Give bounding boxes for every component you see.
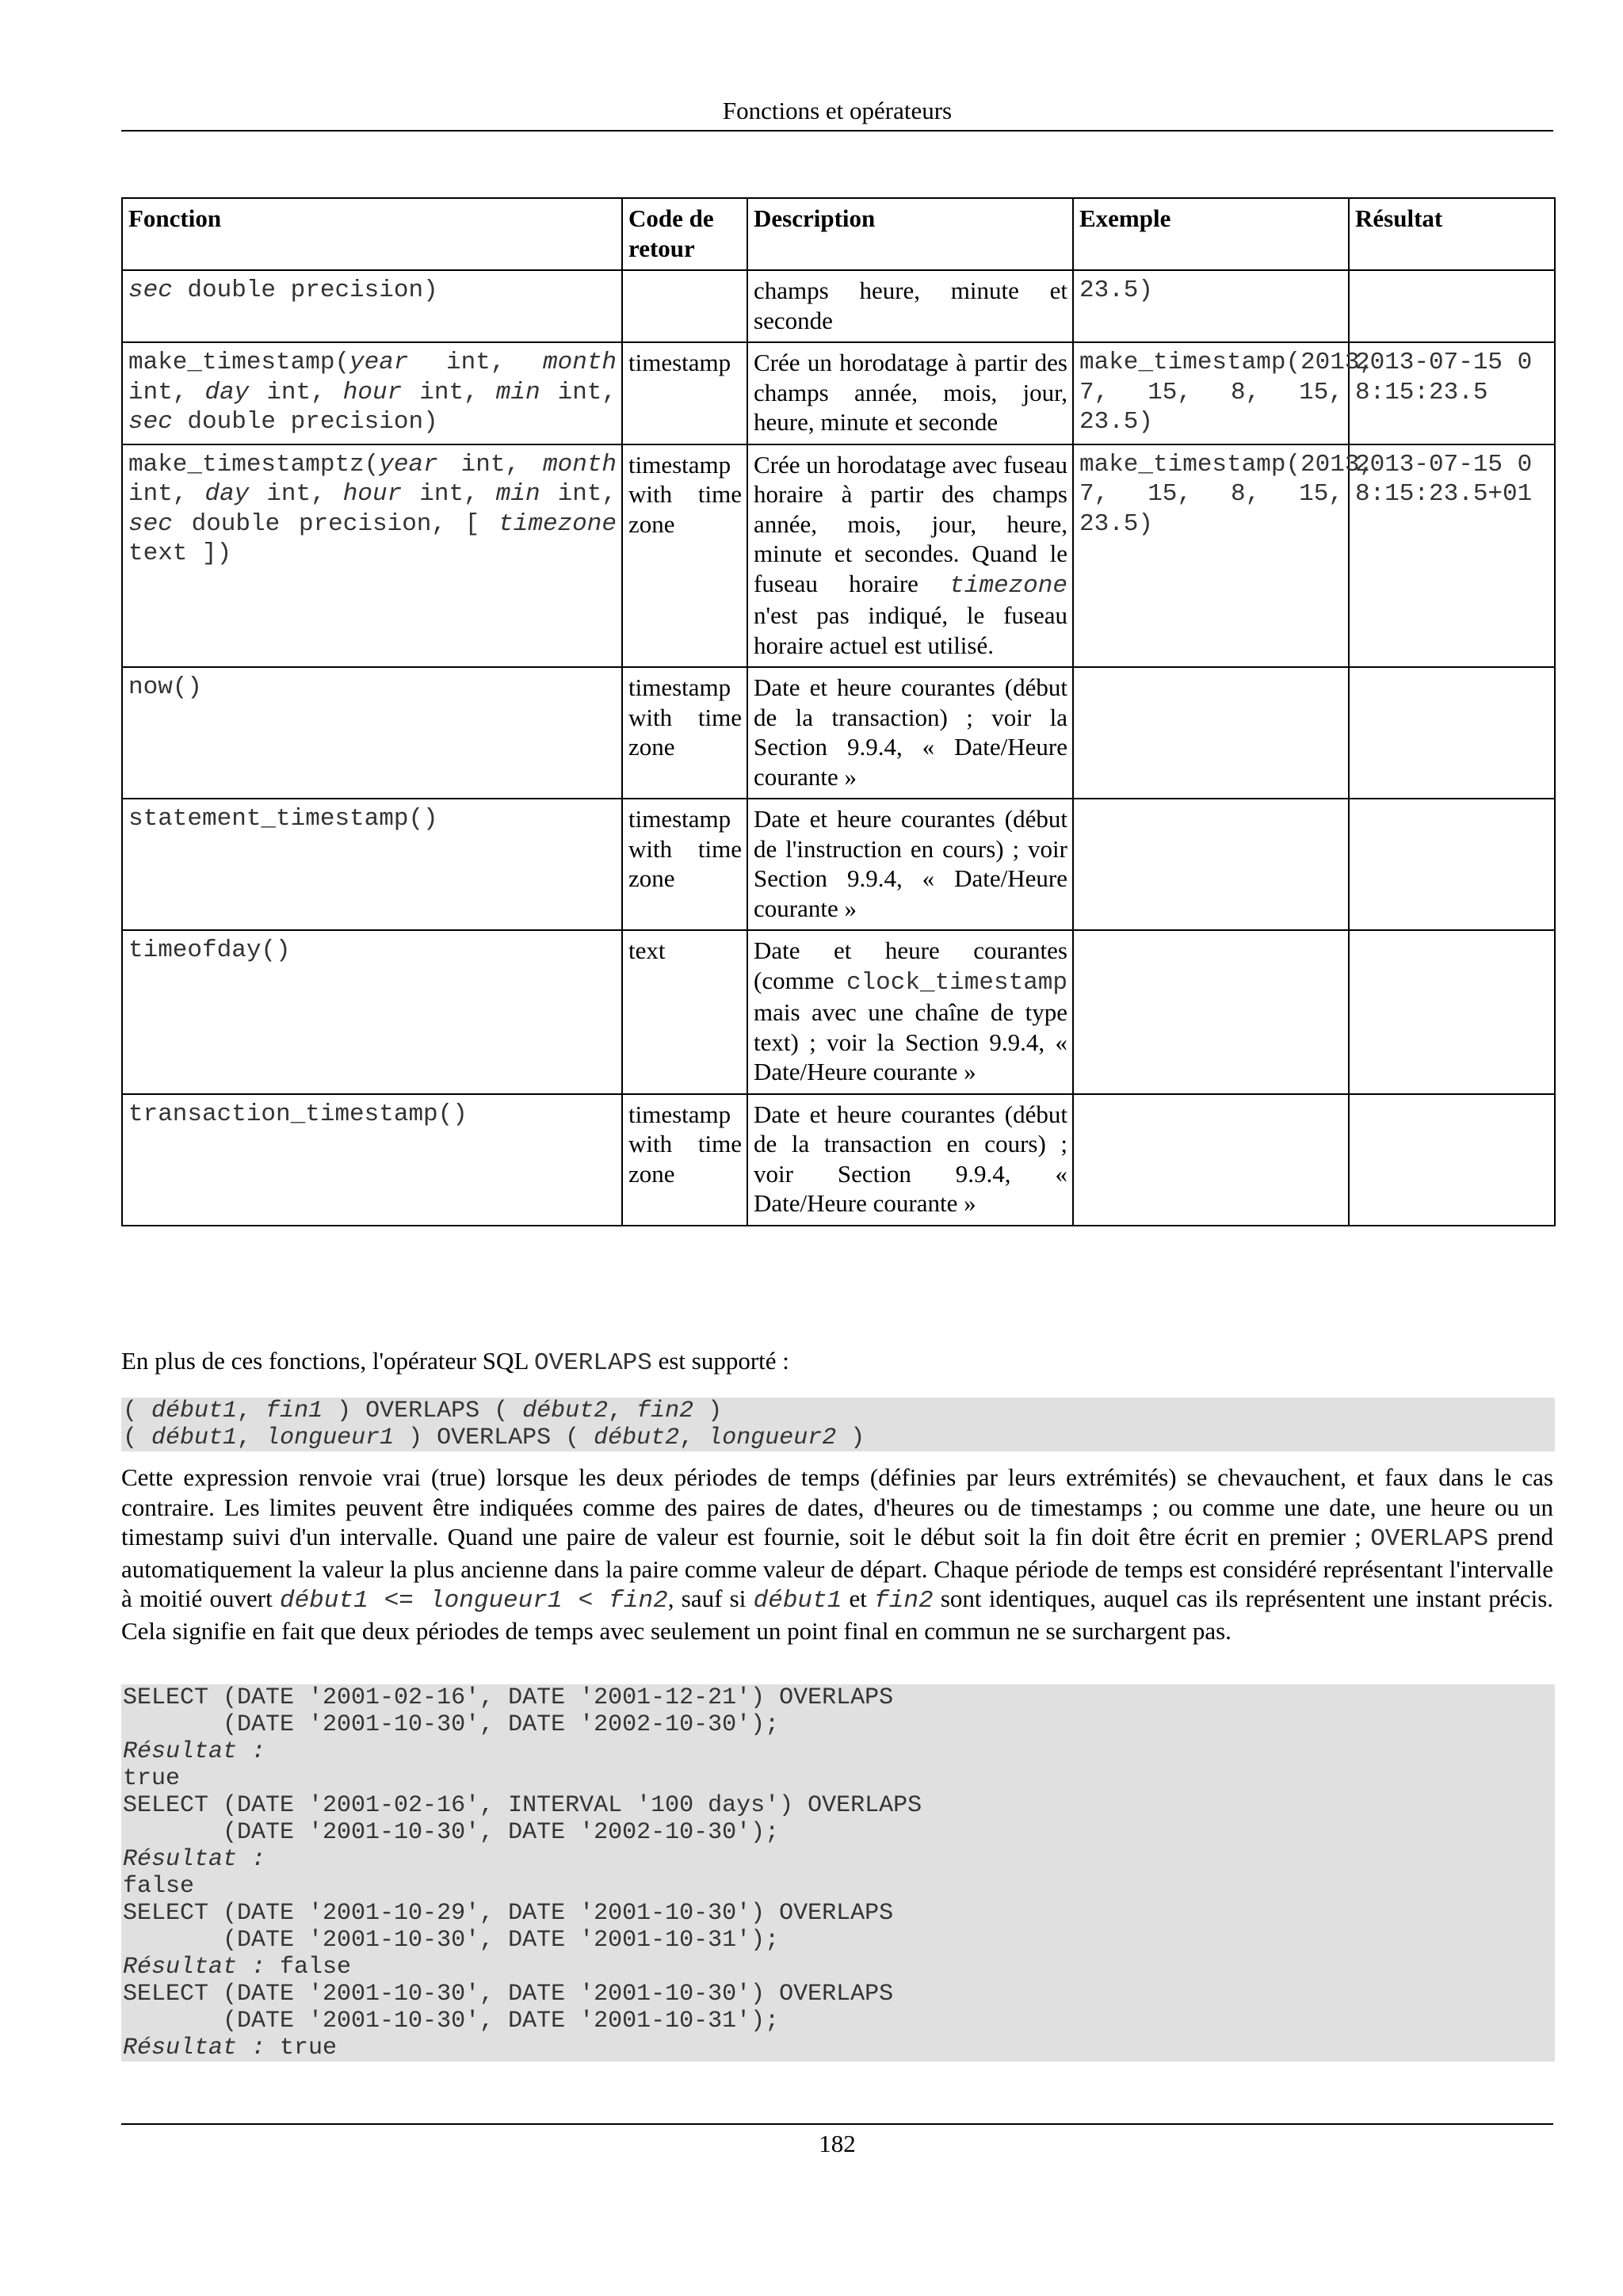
code-token: true — [123, 1765, 181, 1792]
function-signature-part: timezone — [498, 509, 617, 538]
code-line — [123, 1981, 1555, 2008]
column-header: Résultat — [1349, 198, 1555, 270]
column-header: Exemple — [1073, 198, 1349, 270]
functions-table — [121, 197, 1556, 1226]
code-token: (DATE '2001-10-30', DATE '2001-10-31'); — [123, 2008, 780, 2035]
code-token: (DATE '2001-10-30', DATE '2002-10-30'); — [123, 1711, 780, 1738]
table-row — [122, 799, 1555, 930]
result-cell — [1349, 667, 1555, 799]
function-cell — [122, 1094, 622, 1226]
function-signature-part: double precision, [ — [172, 509, 499, 538]
example-cell: make_timestamp(2013, 7, 15, 8, 15, 23.5) — [1073, 444, 1349, 668]
function-signature-part: int, — [128, 480, 205, 508]
code-token: false — [123, 1873, 195, 1900]
function-signature-part: hour — [342, 378, 403, 406]
description-cell: Date et heure courantes (début de la transaction en cours) ; voir Section 9.9.4, « Date/Heure courante » — [747, 1094, 1073, 1226]
code-token: , — [608, 1398, 637, 1425]
function-signature-part: day — [204, 480, 250, 508]
function-signature-part: timeofday() — [128, 936, 291, 964]
code-line — [123, 1873, 1555, 1900]
code-token: SELECT (DATE '2001-02-16', INTERVAL '100 days') OVERLAPS — [123, 1792, 922, 1819]
code-token: début1 — [151, 1425, 238, 1451]
code-token: début2 — [594, 1425, 680, 1451]
return-type-cell: timestamp with time zone — [622, 799, 747, 930]
paragraph-text: Cette expression renvoie vrai (true) lorsque les deux périodes de temps (définies par leurs extrémités) se chevauchent, et faux dans le cas contraire. Les limites peuvent être indiquées comme des paires de dates, d'heures ou de timestamps ; ou comme une date, une heure ou un timestamp suivi d'un intervalle. Quand une paire de valeur est fournie, soit le début soit la fin doit être écrit en premier ; — [121, 1463, 1553, 1550]
function-signature-part: int, — [249, 480, 343, 508]
inline-code: OVERLAPS — [1370, 1525, 1489, 1553]
column-header: Fonction — [122, 198, 622, 270]
function-signature-part: now() — [128, 673, 203, 701]
code-token: SELECT (DATE '2001-10-29', DATE '2001-10-30') OVERLAPS — [123, 1900, 894, 1927]
page-number: 182 — [121, 2123, 1553, 2158]
function-cell — [122, 270, 622, 342]
function-cell — [122, 444, 622, 668]
inline-code: OVERLAPS — [533, 1349, 652, 1377]
description-text: mais avec une chaîne de type text) ; voir la Section 9.9.4, « Date/Heure courante » — [754, 998, 1067, 1085]
code-line — [123, 1684, 1555, 1711]
code-token: début1 — [151, 1398, 238, 1425]
intro-text: est supporté : — [651, 1347, 789, 1375]
code-token: false — [265, 1954, 352, 1981]
table-row — [122, 667, 1555, 799]
result-cell — [1349, 270, 1555, 342]
code-token: ) OVERLAPS ( — [394, 1425, 594, 1451]
code-token: ) — [836, 1425, 865, 1451]
function-signature-part: make_timestamptz( — [128, 450, 380, 479]
description-cell: Crée un horodatage à partir des champs année, mois, jour, heure, minute et seconde — [747, 342, 1073, 444]
page-header: Fonctions et opérateurs — [121, 92, 1553, 132]
return-type-cell: text — [622, 930, 747, 1094]
table-header-row — [122, 198, 1555, 270]
table-row — [122, 930, 1555, 1094]
function-signature-part: int, — [249, 378, 343, 406]
description-text: Date et heure courantes (comme — [754, 936, 1067, 994]
overlaps-explanation — [121, 1463, 1553, 1646]
inline-code: fin2 — [874, 1587, 934, 1615]
function-signature-part: text ]) — [128, 540, 232, 567]
column-header: Description — [747, 198, 1073, 270]
table-row — [122, 1094, 1555, 1226]
table-row — [122, 444, 1555, 668]
result-cell: 2013-07-15 08:15:23.5+01 — [1349, 444, 1555, 668]
description-cell: champs heure, minute et seconde — [747, 270, 1073, 342]
return-type-cell: timestamp — [622, 342, 747, 444]
code-line — [123, 1738, 1555, 1765]
function-cell — [122, 667, 622, 799]
description-cell — [747, 930, 1073, 1094]
function-signature-part: day — [204, 378, 250, 406]
function-signature-part: sec — [128, 509, 173, 538]
code-token: , — [237, 1425, 266, 1451]
code-token: fin2 — [636, 1398, 694, 1425]
code-token: (DATE '2001-10-30', DATE '2001-10-31'); — [123, 1927, 780, 1954]
code-line — [123, 1792, 1555, 1819]
code-token: ( — [123, 1398, 152, 1425]
description-cell — [747, 444, 1073, 668]
inline-code: début1 <= longueur1 < fin2 — [279, 1587, 668, 1615]
description-cell: Date et heure courantes (début de la transaction) ; voir la Section 9.9.4, « Date/Heure courante » — [747, 667, 1073, 799]
paragraph-text: et — [842, 1585, 875, 1612]
code-token: ) — [693, 1398, 723, 1425]
result-cell — [1349, 930, 1555, 1094]
function-signature-part: int, — [437, 450, 543, 479]
code-line — [123, 1846, 1555, 1873]
function-signature-part: year — [379, 450, 438, 479]
function-signature-part: sec — [128, 277, 173, 304]
result-cell — [1349, 1094, 1555, 1226]
result-cell — [1349, 799, 1555, 930]
code-token: fin1 — [265, 1398, 323, 1425]
code-token: ) OVERLAPS ( — [323, 1398, 523, 1425]
syntax-line — [123, 1425, 1555, 1451]
inline-code: clock_timestamp — [846, 968, 1067, 997]
code-token: SELECT (DATE '2001-02-16', DATE '2001-12-21') OVERLAPS — [123, 1684, 894, 1711]
function-signature-part: month — [542, 349, 617, 376]
function-signature-part: hour — [342, 480, 403, 508]
code-line — [123, 1954, 1555, 1981]
result-cell: 2013-07-15 08:15:23.5 — [1349, 342, 1555, 444]
code-token: SELECT (DATE '2001-10-30', DATE '2001-10-30') OVERLAPS — [123, 1981, 894, 2008]
description-text: Crée un horodatage avec fuseau horaire à partir des champs année, mois, jour, heure, minute et secondes. Quand le fuseau horaire — [754, 450, 1067, 597]
example-cell — [1073, 1094, 1349, 1226]
description-cell: Date et heure courantes (début de l'instruction en cours) ; voir Section 9.9.4, « Date/Heure courante » — [747, 799, 1073, 930]
code-token: Résultat : — [123, 1954, 266, 1981]
syntax-line — [123, 1398, 1555, 1425]
description-text: n'est pas indiqué, le fuseau horaire actuel est utilisé. — [754, 601, 1067, 659]
example-cell — [1073, 930, 1349, 1094]
code-line — [123, 2035, 1555, 2061]
table-row — [122, 270, 1555, 342]
function-signature-part: int, — [408, 349, 543, 376]
paragraph-text: sont identiques, auquel cas ils représentent une instant précis. Cela signifie en fait que deux périodes de temps avec seulement un point final en commun ne se surchargent pas. — [121, 1585, 1554, 1645]
code-line — [123, 2008, 1555, 2035]
code-example-block — [121, 1684, 1555, 2061]
column-header: Code de retour — [622, 198, 747, 270]
syntax-block — [121, 1398, 1555, 1451]
return-type-cell: timestamp with time zone — [622, 667, 747, 799]
function-signature-part: int, — [540, 378, 617, 406]
function-cell — [122, 930, 622, 1094]
example-cell: make_timestamp(2013, 7, 15, 8, 15, 23.5) — [1073, 342, 1349, 444]
code-line — [123, 1927, 1555, 1954]
code-token: longueur1 — [265, 1425, 395, 1451]
example-cell: 23.5) — [1073, 270, 1349, 342]
code-line — [123, 1711, 1555, 1738]
paragraph-text: prend automatiquement la valeur la plus ancienne dans la paire comme valeur de départ. Chaque période de temps est considéré représentant l'intervalle à moitié ouvert — [121, 1523, 1553, 1612]
function-signature-part: int, — [402, 378, 496, 406]
intro-text: En plus de ces fonctions, l'opérateur SQL — [121, 1347, 534, 1375]
code-token: Résultat : — [123, 1846, 266, 1873]
function-signature-part: int, — [540, 480, 617, 508]
function-signature-part: int, — [402, 480, 496, 508]
example-cell — [1073, 667, 1349, 799]
inline-code: début1 — [753, 1587, 842, 1615]
code-token: , — [679, 1425, 708, 1451]
function-signature-part: min — [495, 378, 540, 406]
function-signature-part: min — [495, 480, 540, 508]
code-token: true — [265, 2035, 338, 2061]
table-row — [122, 342, 1555, 444]
function-signature-part: statement_timestamp() — [128, 805, 438, 833]
code-token: Résultat : — [123, 1738, 266, 1765]
code-token: , — [237, 1398, 266, 1425]
function-signature-part: sec — [128, 408, 173, 436]
function-cell — [122, 799, 622, 930]
code-token: ( — [123, 1425, 152, 1451]
function-signature-part: double precision) — [172, 277, 438, 304]
function-signature-part: transaction_timestamp() — [128, 1100, 468, 1128]
code-token: longueur2 — [708, 1425, 837, 1451]
code-token: (DATE '2001-10-30', DATE '2002-10-30'); — [123, 1819, 780, 1846]
inline-code: timezone — [949, 571, 1067, 600]
code-token: Résultat : — [123, 2035, 266, 2061]
return-type-cell — [622, 270, 747, 342]
function-signature-part: double precision) — [172, 408, 438, 436]
code-token: début2 — [522, 1398, 609, 1425]
function-signature-part: int, — [128, 378, 205, 406]
paragraph-text: , sauf si — [667, 1585, 754, 1612]
function-signature-part: month — [542, 450, 617, 479]
function-signature-part: year — [349, 349, 409, 376]
return-type-cell: timestamp with time zone — [622, 444, 747, 668]
function-signature-part: make_timestamp( — [128, 349, 350, 376]
function-cell — [122, 342, 622, 444]
example-cell — [1073, 799, 1349, 930]
code-line — [123, 1765, 1555, 1792]
code-line — [123, 1819, 1555, 1846]
return-type-cell: timestamp with time zone — [622, 1094, 747, 1226]
code-line — [123, 1900, 1555, 1927]
overlaps-intro — [121, 1346, 1553, 1379]
